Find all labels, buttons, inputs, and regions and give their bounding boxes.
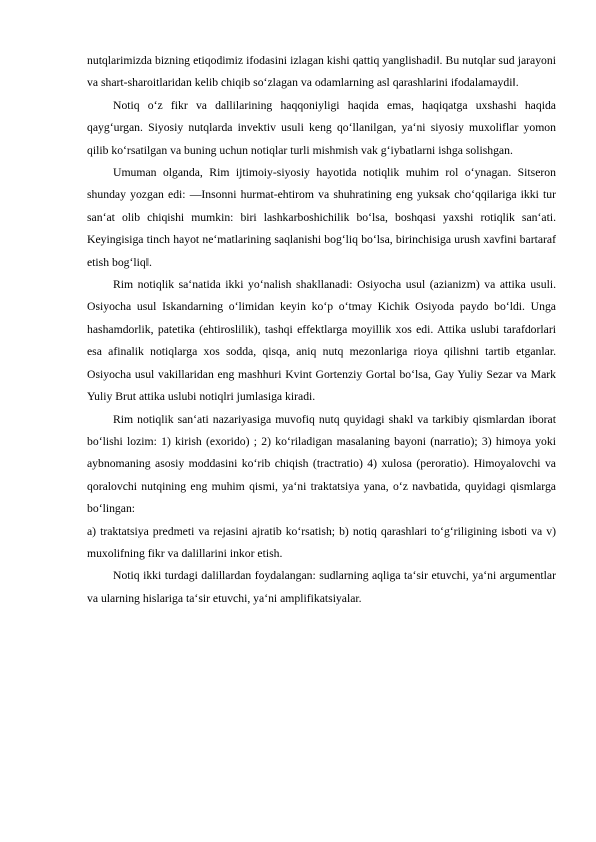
- paragraph-2: Notiq o‘z fikr va dallilarining haqqoniyligi haqida emas, haqiqatga uxshashi haqida qayg‘urgan. Siyosiy nutqlarda invektiv usuli keng qo‘llanilgan, ya‘ni siyosiy muxoliflar yomon qilib ko‘rsatilgan va buning uchun notiqlar turli mishmish vak g‘iybatlarni ishga solishgan.: [87, 98, 556, 157]
- paragraph-6: a) traktatsiya predmeti va rejasini ajratib ko‘rsatish; b) notiq qarashlari to‘g‘riligining isboti va v) muxolifning fikr va dalillarini inkor etish.: [87, 524, 556, 560]
- document-page: [87, 50, 556, 610]
- paragraph-7: Notiq ikki turdagi dalillardan foydalangan: sudlarning aqliga ta‘sir etuvchi, ya‘ni argumentlar va ularning hislariga ta‘sir etuvchi, ya‘ni amplifikatsiyalar.: [87, 569, 556, 605]
- paragraph-1: nutqlarimizda bizning etiqodimiz ifodasini izlagan kishi qattiq yanglishadi‖. Bu nutqlar sud jarayoni va shart-sharoitlaridan kelib chiqib so‘zlagan va odamlarning asl qarashlarini ifodalamaydi‖.: [87, 54, 556, 90]
- paragraph-4: Rim notiqlik sa‘natida ikki yo‘nalish shakllanadi: Osiyocha usul (azianizm) va attika usuli. Osiyocha usul Iskandarning o‘limidan keyin ko‘p o‘tmay Kichik Osiyoda paydo bo‘ldi. Unga hashamdorlik, patetika (ehtiroslilik), tashqi effektlarga moyillik xos edi. Attika uslubi tarafdorlari esa afinalik notiqlarga xos sodda, qisqa, aniq nutq mezonlariga rioya qilishni tartib etganlar. Osiyocha usul vakillaridan eng mashhuri Kvint Gortenziy Gortal bo‘lsa, Gay Yuliy Sezar va Mark Yuliy Brut attika uslubi notiqlri jumlasiga kiradi.: [87, 278, 556, 404]
- paragraph-5: Rim notiqlik san‘ati nazariyasiga muvofiq nutq quyidagi shakl va tarkibiy qismlardan iborat bo‘lishi lozim: 1) kirish (exorido) ; 2) ko‘riladigan masalaning bayoni (narratio); 3) himoya yoki aybnomaning asosiy moddasini ko‘rib chiqish (tractratio) 4) xulosa (peroratio). Himoyalovchi va qoralovchi nutqining eng muhim qismi, ya‘ni traktatsiya yana, o‘z navbatida, quyidagi qismlarga bo‘lingan:: [87, 412, 556, 516]
- paragraph-3: Umuman olganda, Rim ijtimoiy-siyosiy hayotida notiqlik muhim rol o‘ynagan. Sitseron shunday yozgan edi: ―Insonni hurmat-ehtirom va shuhratining eng yuksak cho‘qqilariga ikki tur san‘at olib chiqishi mumkin: biri lashkarboshichilik bo‘lsa, boshqasi yaxshi rotiqlik san‘ati. Keyingisiga tinch hayot ne‘matlarining saqlanishi bog‘liq bo‘lsa, birinchisiga urush xavfini bartaraf etish bog‘liq‖.: [87, 166, 556, 269]
